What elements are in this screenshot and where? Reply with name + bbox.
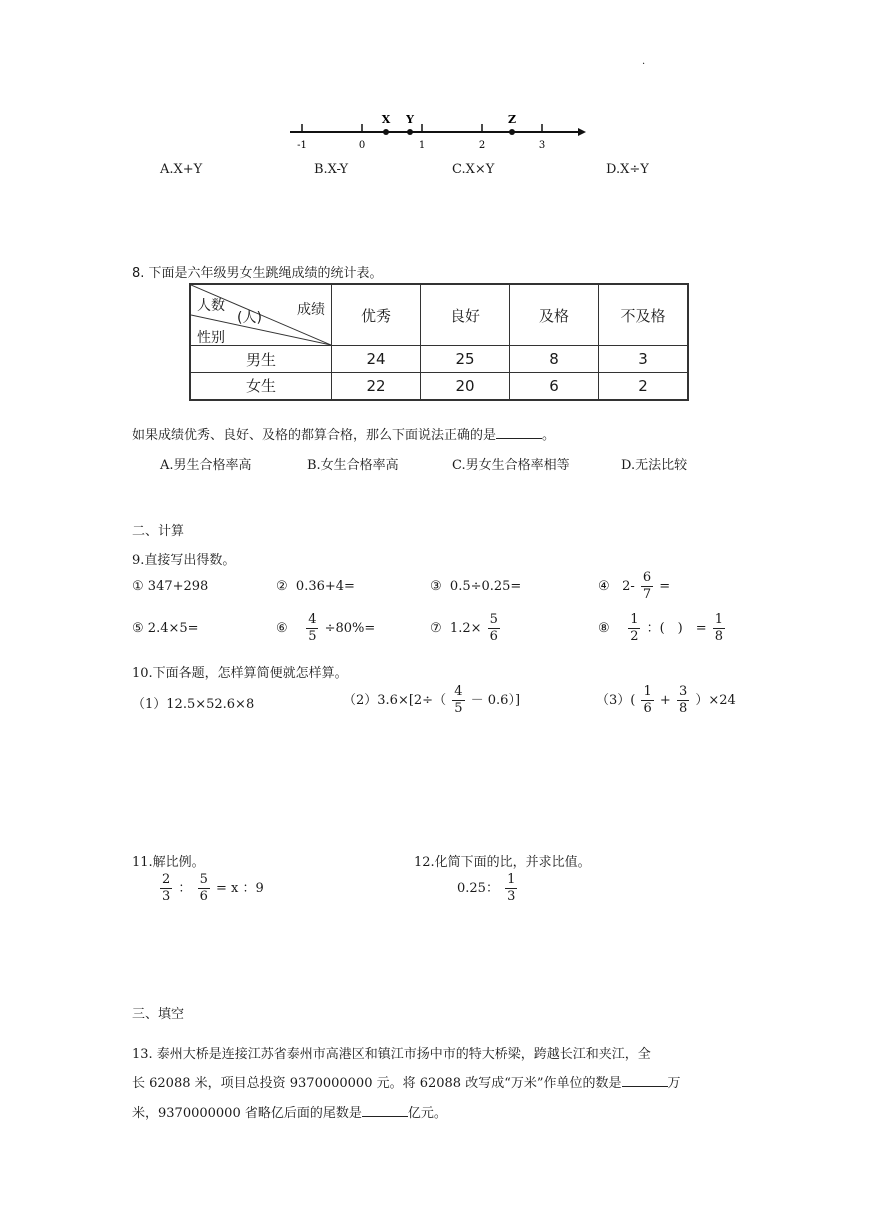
table-cell: 3 [599, 346, 689, 373]
corner-top-left: 人数 [197, 298, 225, 314]
item-expr: ：( ) = [646, 621, 707, 636]
q12-expr [457, 872, 519, 905]
item-number: ④ [598, 579, 610, 594]
table-cell: 2 [599, 373, 689, 400]
plus-sign: + [659, 693, 671, 708]
q11-expr [158, 872, 264, 905]
fraction: $\frac{5}{6}$ [489, 612, 498, 644]
table-cell: 8 [510, 346, 599, 373]
item-number: ⑧ [598, 621, 610, 636]
table-row [190, 373, 688, 400]
section-3-title: 三、填空 [132, 1007, 185, 1022]
q8-question-end: 。 [542, 428, 556, 443]
item-number: ⑤ [132, 621, 144, 636]
q7-option-d[interactable]: D.X÷Y [606, 162, 649, 177]
expr-end: ）×24 [695, 693, 736, 708]
fraction: $\frac{1}{6}$ [643, 684, 652, 716]
table-header: 及格 [510, 284, 599, 346]
table-cell: 25 [421, 346, 510, 373]
q10-part-3 [596, 684, 736, 717]
tick-label: 1 [418, 140, 426, 151]
item-number: ⑦ [430, 621, 442, 636]
q7-option-c[interactable]: C.X×Y [452, 162, 495, 177]
table-cell: 20 [421, 373, 510, 400]
item-expr: 2- [622, 579, 635, 594]
expr: （2）3.6×[2÷（ [343, 693, 447, 708]
point-x-label: X [381, 113, 391, 126]
fraction: $\frac{1}{8}$ [714, 612, 724, 644]
tick-label: 2 [478, 140, 486, 151]
q9-item-3 [430, 579, 521, 594]
q13-line-1: 13. 泰州大桥是连接江苏省泰州市高港区和镇江市扬中市的特大桥梁，跨越长江和夹江，全 [132, 1047, 651, 1062]
fraction: $\frac{1}{3}$ [507, 872, 516, 904]
q9-item-2 [276, 579, 355, 594]
corner-bottom-left: 性别 [197, 330, 225, 346]
q9-stem: 9.直接写出得数。 [132, 553, 236, 568]
q10-part-2 [343, 684, 520, 717]
q8-stem: 8. 下面是六年级男女生跳绳成绩的统计表。 [132, 266, 383, 281]
fraction: $\frac{2}{3}$ [162, 872, 171, 904]
item-expr: 2.4×5= [147, 621, 199, 636]
q8-option-c[interactable]: C.男女生合格率相等 [452, 458, 570, 473]
q8-answer-blank[interactable] [496, 424, 542, 439]
q10-stem: 10.下面各题，怎样算简便就怎样算。 [132, 666, 348, 681]
q8-option-d[interactable]: D.无法比较 [621, 458, 688, 473]
point-z-label: Z [507, 113, 517, 126]
q13-text: 万 [667, 1076, 681, 1091]
table-corner-cell [190, 284, 332, 346]
q8-option-b[interactable]: B.女生合格率高 [307, 458, 399, 473]
row-label: 男生 [190, 346, 332, 373]
item-number: ① [132, 579, 144, 594]
item-number: ② [276, 579, 288, 594]
item-expr: 1.2× [449, 621, 482, 636]
item-number: ⑥ [276, 621, 288, 636]
score-table [189, 283, 689, 401]
fraction: $\frac{1}{2}$ [630, 612, 639, 644]
expr: （3）( [596, 693, 636, 708]
q8-question-text: 如果成绩优秀、良好、及格的都算合格，那么下面说法正确的是 [132, 428, 497, 443]
table-header: 优秀 [332, 284, 421, 346]
q13-text: 长 62088 米，项目总投资 9370000000 元。将 62088 改写成“万米”作单位的数是 [132, 1076, 622, 1091]
tick-label: 0 [358, 140, 366, 151]
q7-option-b[interactable]: B.X-Y [314, 162, 349, 177]
fraction: $\frac{5}{6}$ [199, 872, 208, 904]
fraction: $\frac{3}{8}$ [678, 684, 688, 716]
table-row [190, 346, 688, 373]
q7-option-a[interactable]: A.X+Y [160, 162, 203, 177]
table-cell: 6 [510, 373, 599, 400]
q9-item-5 [132, 621, 199, 636]
table-header: 良好 [421, 284, 510, 346]
q13-line-2 [132, 1072, 681, 1091]
corner-top-right: 成绩 [297, 302, 325, 318]
point-y-dot [407, 129, 413, 135]
item-number: ③ [430, 579, 442, 594]
fraction: $\frac{4}{5}$ [308, 612, 317, 644]
q9-item-7 [430, 612, 502, 645]
row-label: 女生 [190, 373, 332, 400]
q10-part-1: （1）12.5×52.6×8 [132, 697, 255, 712]
q9-item-4 [598, 570, 670, 603]
q9-item-1 [132, 579, 208, 594]
page-mark: . [642, 56, 646, 67]
corner-middle: (人) [237, 310, 262, 326]
number-line [280, 108, 600, 154]
table-cell: 22 [332, 373, 421, 400]
q13-text: 亿元。 [407, 1106, 447, 1121]
item-expr-end: = [659, 579, 671, 594]
colon: ： [178, 881, 192, 896]
table-cell: 24 [332, 346, 421, 373]
expr-end: = x ：9 [216, 881, 264, 896]
item-expr: 0.36+4= [295, 579, 355, 594]
q8-option-a[interactable]: A.男生合格率高 [160, 458, 252, 473]
point-y-label: Y [406, 113, 414, 126]
item-expr: 0.5÷0.25= [449, 579, 522, 594]
item-expr: ÷80%= [324, 621, 376, 636]
fraction: $\frac{6}{7}$ [642, 570, 652, 602]
q13-line-3 [132, 1102, 447, 1121]
fraction: $\frac{4}{5}$ [454, 684, 463, 716]
q12-stem: 12.化简下面的比，并求比值。 [414, 855, 591, 870]
q13-blank-2[interactable] [362, 1102, 408, 1117]
q13-text: 米，9370000000 省略亿后面的尾数是 [132, 1106, 362, 1121]
tick-label: 3 [538, 140, 546, 151]
q8-question [132, 424, 555, 443]
expr-end: － 0.6）] [470, 693, 521, 708]
point-z-dot [509, 129, 515, 135]
q9-item-6 [276, 612, 375, 645]
expr: 0.25： [457, 881, 499, 896]
tick-marks [297, 124, 545, 151]
table-header: 不及格 [599, 284, 689, 346]
tick-label: -1 [297, 140, 307, 151]
q9-item-8 [598, 612, 727, 645]
point-x-dot [383, 129, 389, 135]
section-2-title: 二、计算 [132, 524, 185, 539]
item-expr: 347+298 [147, 579, 209, 594]
q13-blank-1[interactable] [622, 1072, 668, 1087]
q11-stem: 11.解比例。 [132, 855, 205, 870]
